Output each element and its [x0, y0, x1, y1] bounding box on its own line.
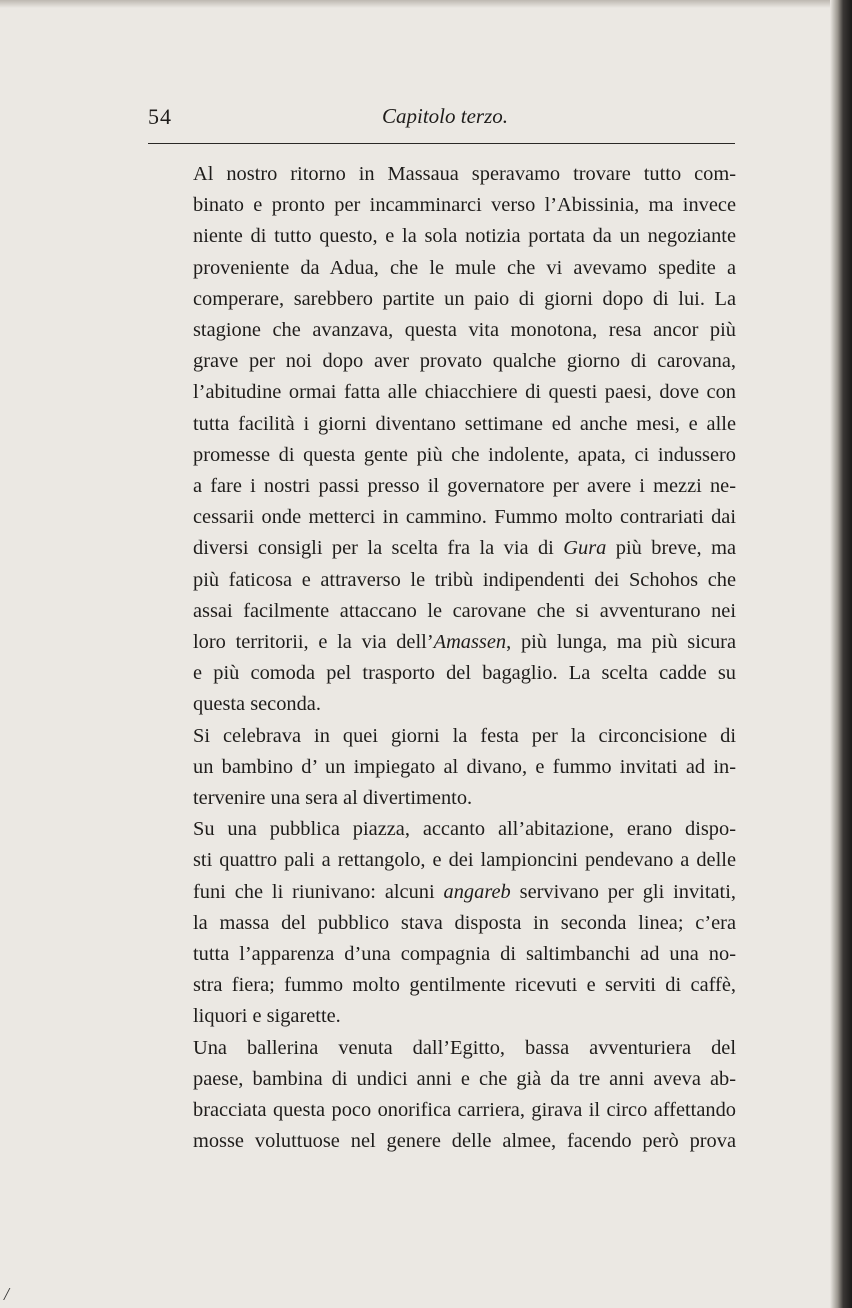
- text-line: più faticosa e attraverso le tribù indipendenti dei Schohos che: [193, 568, 736, 591]
- text-line: questa seconda.: [193, 693, 321, 716]
- text-line: funi che li riunivano: alcuni angareb servivano per gli invitati,: [193, 880, 736, 903]
- running-header: [148, 104, 733, 138]
- book-spine-shadow: [830, 0, 852, 1308]
- text-line: assai facilmente attaccano le carovane che si avventurano nei: [193, 599, 736, 622]
- body-text: [149, 159, 736, 1158]
- text-line: sti quattro pali a rettangolo, e dei lampioncini pendevano a delle: [193, 849, 736, 872]
- text-line: liquori e sigarette.: [193, 1005, 341, 1028]
- text-line: mosse voluttuose nel genere delle almee, facendo però prova: [193, 1130, 736, 1153]
- text-line: tutta facilità i giorni diventano settimane ed anche mesi, e alle: [193, 412, 736, 435]
- text-line: Su una pubblica piazza, accanto all’abitazione, erano dispo-: [193, 818, 736, 841]
- paragraph: [149, 721, 736, 815]
- text-line: l’abitudine ormai fatta alle chiacchiere di questi paesi, dove con: [193, 381, 736, 404]
- text-line: cessarii onde metterci in cammino. Fummo molto contrariati dai: [193, 506, 736, 529]
- text-line: grave per noi dopo aver provato qualche giorno di carovana,: [193, 350, 736, 373]
- text-line: comperare, sarebbero partite un paio di giorni dopo di lui. La: [193, 287, 736, 310]
- text-line: tutta l’apparenza d’una compagnia di saltimbanchi ad una no-: [193, 943, 736, 966]
- text-line: binato e pronto per incamminarci verso l’Abissinia, ma invece: [193, 194, 736, 217]
- text-line: bracciata questa poco onorifica carriera, girava il circo affettando: [193, 1099, 736, 1122]
- header-rule: [148, 143, 735, 144]
- text-line: e più comoda pel trasporto del bagaglio. La scelta cadde su: [193, 662, 736, 685]
- paragraph: [149, 159, 736, 721]
- paragraph: [149, 814, 736, 1032]
- text-line: tervenire una sera al divertimento.: [193, 787, 473, 810]
- text-line: proveniente da Adua, che le mule che vi avevamo spedite a: [193, 256, 736, 279]
- text-line: diversi consigli per la scelta fra la via di Gura più breve, ma: [193, 537, 736, 560]
- text-line: a fare i nostri passi presso il governatore per avere i mezzi ne-: [193, 475, 736, 498]
- page-top-edge: [0, 0, 852, 8]
- margin-mark: /: [4, 1284, 10, 1304]
- text-line: la massa del pubblico stava disposta in seconda linea; c’era: [193, 911, 736, 934]
- text-line: un bambino d’ un impiegato al divano, e fummo invitati ad in-: [193, 755, 736, 778]
- text-line: stra fiera; fummo molto gentilmente ricevuti e serviti di caffè,: [193, 974, 736, 997]
- text-line: loro territorii, e la via dell’Amassen, più lunga, ma più sicura: [193, 631, 736, 654]
- text-line: paese, bambina di undici anni e che già da tre anni aveva ab-: [193, 1067, 736, 1090]
- page-number: 54: [148, 104, 172, 129]
- text-line: Al nostro ritorno in Massaua speravamo trovare tutto com-: [193, 163, 736, 185]
- text-line: Si celebrava in quei giorni la festa per la circoncisione di: [193, 724, 736, 747]
- paragraph: [149, 1033, 736, 1158]
- text-line: niente di tutto questo, e la sola notizia portata da un negoziante: [193, 225, 736, 248]
- text-line: stagione che avanzava, questa vita monotona, resa ancor più: [193, 319, 736, 342]
- text-line: promesse di questa gente più che indolente, apata, ci indussero: [193, 443, 736, 466]
- running-title: Capitolo terzo.: [382, 104, 509, 128]
- text-line: Una ballerina venuta dall’Egitto, bassa avventuriera del: [193, 1036, 736, 1059]
